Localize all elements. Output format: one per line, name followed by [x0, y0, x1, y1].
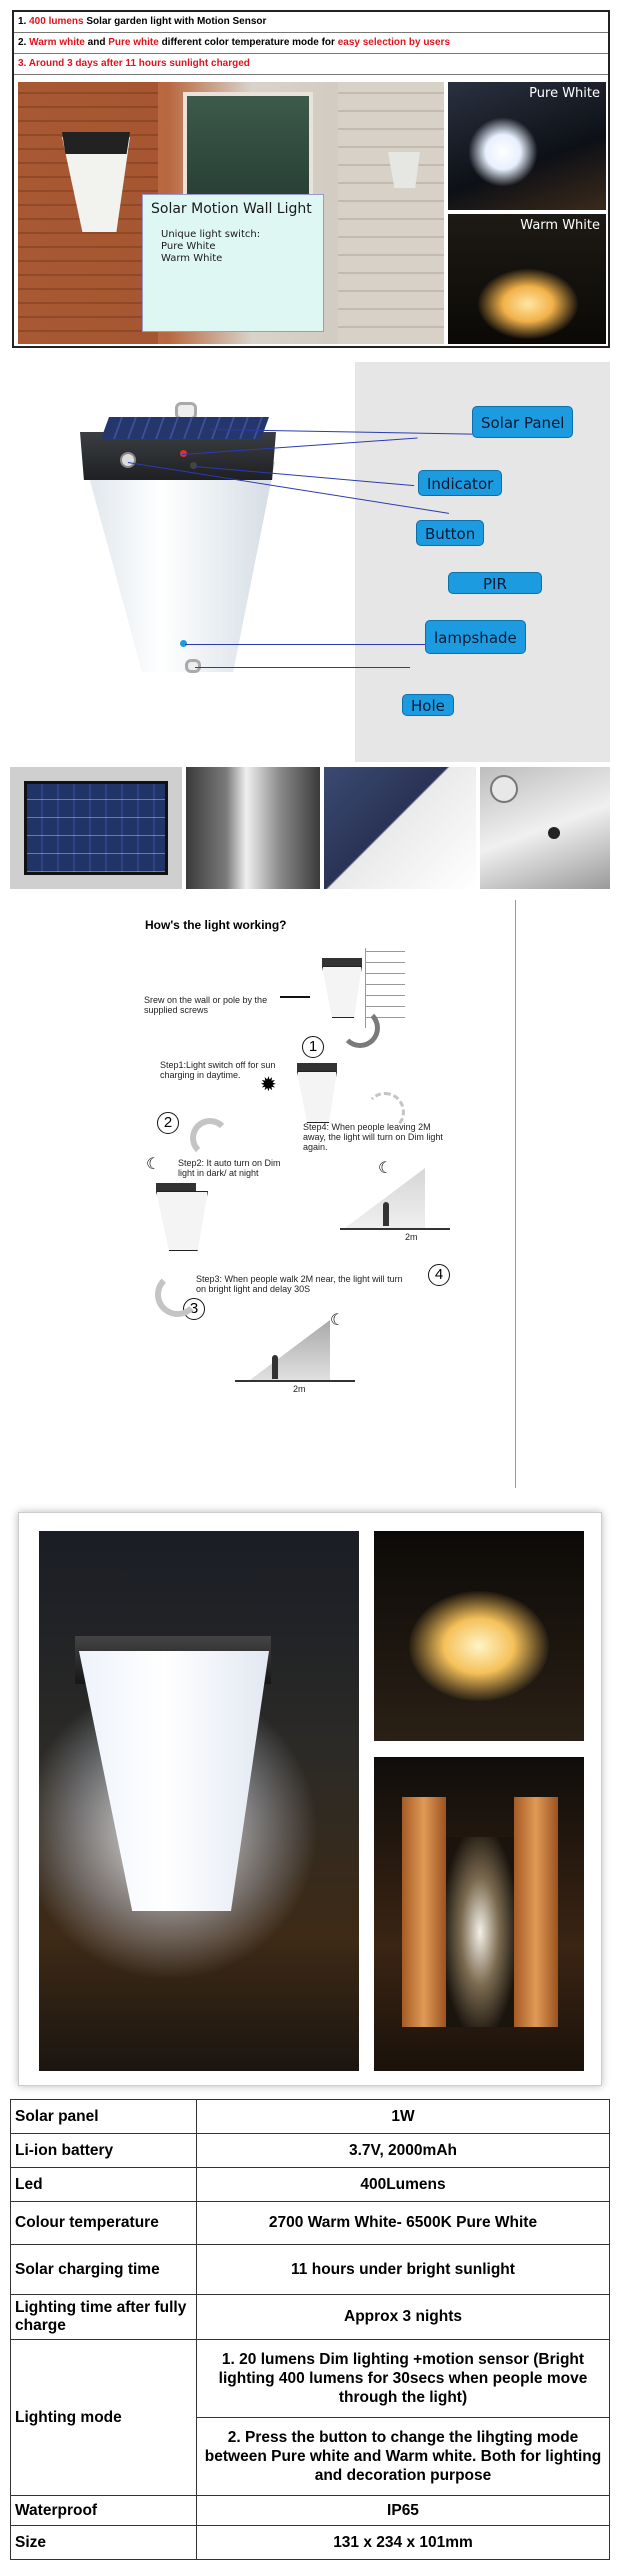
step-number-2: 2: [157, 1112, 179, 1134]
lamp-night-photo: [39, 1531, 359, 2071]
spec-value: 1W: [197, 2100, 610, 2134]
spec-value: 1. 20 lumens Dim lighting +motion sensor (Bright lighting 400 lumens for 30secs when people move through the light): [197, 2340, 610, 2418]
pir-sensor-image: [120, 452, 136, 468]
person-icon-1: [383, 1202, 389, 1226]
step-4-text: Step4: When people leaving 2M away, the light will turn on Dim light again.: [303, 1122, 443, 1152]
spec-value: 11 hours under bright sunlight: [197, 2245, 610, 2295]
feature-2-text: different color temperature mode for: [158, 37, 338, 48]
spec-value: 3.7V, 2000mAh: [197, 2134, 610, 2168]
lamp-head-image: [80, 432, 276, 480]
product-info-box: [142, 194, 324, 332]
warm-glow-photo: [409, 1591, 549, 1701]
person-icon-2: [272, 1355, 278, 1379]
detail-photo-strip: [10, 767, 610, 889]
ground-line-2: [235, 1380, 355, 1382]
feature-1-text: Solar garden light with Motion Sensor: [83, 16, 267, 27]
feature-2-warm: Warm white: [29, 37, 85, 48]
lamp-solar-top-image: [62, 132, 130, 154]
bottom-hole-image: [185, 659, 201, 673]
feature-2-and: and: [84, 37, 109, 48]
leader-hole: [195, 667, 410, 668]
switch-label: Unique light switch:: [161, 229, 261, 240]
garden-path: [446, 1837, 514, 2027]
spec-row: [11, 2526, 610, 2560]
solar-panel-closeup: [10, 767, 182, 889]
how-it-works: [10, 900, 610, 1500]
spec-key: Lighting time after fully charge: [11, 2295, 197, 2340]
cycle-arrow-3: [155, 1272, 200, 1317]
spec-row: [11, 2134, 610, 2168]
label-hole: Hole: [402, 694, 454, 716]
spec-value: IP65: [197, 2496, 610, 2526]
leader-lampshade: [185, 644, 425, 645]
feature-2-pure: Pure white: [108, 37, 159, 48]
feature-row-1: [14, 12, 608, 33]
stone-wall: [338, 82, 444, 344]
step-number-3: 3: [183, 1298, 205, 1320]
lamp-illustration-3: [156, 1191, 208, 1251]
distance-label-1: 2m: [405, 1232, 418, 1242]
mount-instruction: Srew on the wall or pole by the supplied screws: [144, 995, 268, 1015]
spec-value: Approx 3 nights: [197, 2295, 610, 2340]
spec-table: [10, 2099, 610, 2560]
button-closeup-image: [548, 827, 560, 839]
label-lampshade: lampshade: [425, 620, 526, 654]
label-button: Button: [416, 520, 484, 546]
feature-row-3: 3. Around 3 days after 11 hours sunlight charged: [14, 54, 608, 75]
solar-panel-image: [101, 417, 269, 439]
step-number-4: 4: [428, 1264, 450, 1286]
spec-row: [11, 2340, 610, 2418]
pure-white-label: Pure White: [529, 86, 600, 101]
spec-row: [11, 2202, 610, 2245]
ground-line-1: [340, 1228, 450, 1230]
parts-diagram: [10, 362, 610, 762]
spec-row: [11, 2245, 610, 2295]
spec-row: [11, 2496, 610, 2526]
bright-beam: [250, 1320, 330, 1380]
step-2-text: Step2: It auto turn on Dim light in dark/ at night: [178, 1158, 281, 1178]
spec-key: Solar charging time: [11, 2245, 197, 2295]
white-glow: [468, 117, 538, 187]
pir-lens-image: [490, 775, 518, 803]
spec-key: Size: [11, 2526, 197, 2560]
warm-light-photo: [374, 1531, 584, 1741]
label-indicator: Indicator: [418, 470, 502, 496]
spec-value: 2. Press the button to change the lihgting mode between Pure white and Warm white. Both for lighting and decoration purpose: [197, 2418, 610, 2496]
spec-key: Led: [11, 2168, 197, 2202]
feature-row-2: [14, 33, 608, 54]
mount-arrow: [280, 996, 310, 998]
feature-banner: [12, 10, 610, 348]
sensor-closeup: [480, 767, 610, 889]
how-title: How's the light working?: [145, 918, 287, 932]
label-solar-panel: Solar Panel: [472, 406, 573, 438]
cycle-arrow-2: [190, 1118, 230, 1158]
step-number-1: 1: [302, 1036, 324, 1058]
pure-white-photo: [448, 82, 606, 210]
feature-1-number: 1.: [18, 16, 30, 27]
spec-key: Lighting mode: [11, 2340, 197, 2496]
spec-row: [11, 2100, 610, 2134]
lamp-illustration-2: [297, 1071, 337, 1123]
spec-row: [11, 2168, 610, 2202]
spec-value: 2700 Warm White- 6500K Pure White: [197, 2202, 610, 2245]
feature-2-easy: easy selection by users: [337, 37, 451, 48]
spec-key: Li-ion battery: [11, 2134, 197, 2168]
night-photo-collage: [18, 1512, 602, 2086]
spec-value: 131 x 234 x 101mm: [197, 2526, 610, 2560]
step-3-text: Step3: When people walk 2M near, the light will turn on bright light and delay 30S: [196, 1274, 403, 1294]
garden-arch-photo: [374, 1757, 584, 2071]
hero-image: [18, 82, 606, 344]
moon-icon-3: ☾: [330, 1312, 345, 1329]
lamp-side-closeup: [186, 767, 320, 889]
hero-wall-photo: [18, 82, 444, 344]
label-pir: PIR: [448, 572, 542, 594]
distance-label-2: 2m: [293, 1384, 306, 1394]
product-title: Solar Motion Wall Light: [151, 201, 312, 217]
cycle-arrow-1: [340, 1008, 380, 1048]
warm-white-photo: [448, 214, 606, 344]
switch-option-1: Pure White: [161, 241, 216, 252]
warm-glow: [478, 269, 578, 339]
brick-pillar-left: [402, 1797, 446, 2027]
moon-icon-1: ☾: [146, 1156, 161, 1173]
switch-option-2: Warm White: [161, 253, 223, 264]
solar-cells-image: [24, 781, 168, 875]
spec-value: 400Lumens: [197, 2168, 610, 2202]
warm-white-label: Warm White: [520, 218, 600, 233]
section-divider: [515, 900, 516, 1488]
feature-1-highlight: 400 lumens: [29, 16, 84, 27]
spec-key: Waterproof: [11, 2496, 197, 2526]
spec-key: Solar panel: [11, 2100, 197, 2134]
feature-2-number: 2.: [18, 37, 30, 48]
spec-key: Colour temperature: [11, 2202, 197, 2245]
mount-bracket-closeup: [324, 767, 476, 889]
sun-icon: ✹: [260, 1074, 277, 1096]
step-1-text: Step1:Light switch off for sun charging in daytime.: [160, 1060, 276, 1080]
brick-pillar-right: [514, 1797, 558, 2027]
spec-row: [11, 2295, 610, 2340]
moon-icon-2: ☾: [378, 1160, 393, 1177]
cycle-arrow-4: [365, 1092, 405, 1132]
